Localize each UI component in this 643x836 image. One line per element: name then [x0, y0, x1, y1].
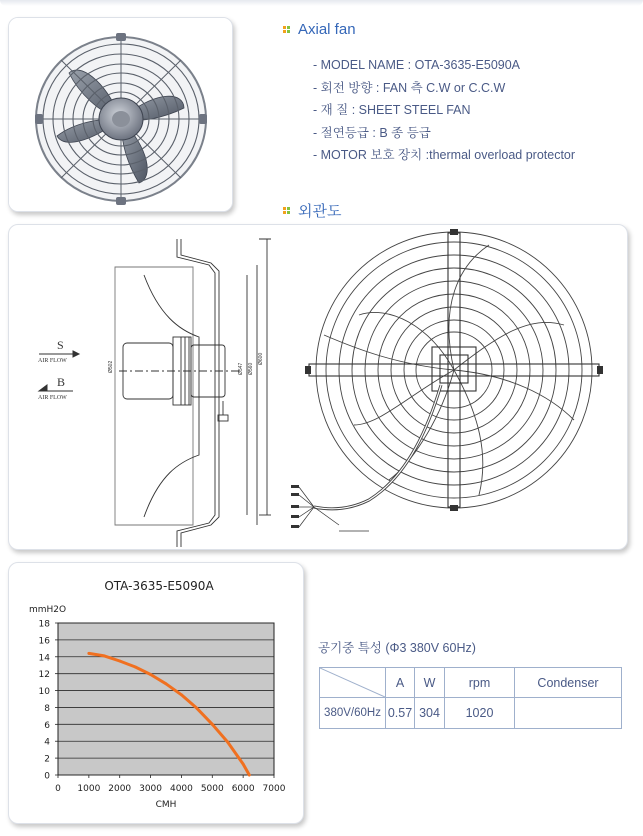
- cell-condenser: [515, 698, 622, 729]
- data-point: [118, 660, 121, 663]
- y-tick-label: 12: [38, 670, 50, 681]
- data-point: [211, 723, 214, 726]
- y-tick-label: 14: [38, 653, 50, 664]
- col-header-w: W: [415, 668, 445, 698]
- airflow-b-label: B: [57, 375, 66, 389]
- cell-power: 304: [415, 698, 445, 729]
- outline-drawing: [9, 225, 628, 550]
- x-tick-label: 2000: [108, 784, 132, 794]
- x-tick-label: 5000: [200, 784, 224, 794]
- x-tick-label: 6000: [231, 784, 255, 794]
- cable-lead-tags: [291, 485, 299, 528]
- data-point: [149, 673, 152, 676]
- y-tick-label: 4: [44, 737, 50, 748]
- y-tick-label: 16: [38, 636, 50, 647]
- plot-area: [58, 623, 274, 775]
- performance-chart-card: [8, 562, 304, 824]
- y-tick-label: 6: [44, 720, 50, 731]
- front-view: [316, 232, 592, 508]
- side-view: [115, 239, 271, 547]
- data-point: [134, 666, 137, 669]
- col-header-rpm: rpm: [445, 668, 515, 698]
- performance-table: [319, 667, 622, 729]
- drawing-title: 외관도: [298, 203, 342, 220]
- outline-drawing-card: [8, 224, 628, 550]
- top-bar: [0, 0, 643, 6]
- cell-current: 0.57: [386, 698, 415, 729]
- col-header-condenser: Condenser: [515, 668, 622, 698]
- svg-text:Ø502: Ø502: [108, 360, 114, 373]
- spec-rotation: - 회전 방향 : FAN 측 C.W or C.C.W: [313, 80, 506, 95]
- data-point: [226, 741, 229, 744]
- y-tick-label: 10: [38, 687, 50, 698]
- y-tick-label: 18: [38, 619, 50, 630]
- bullet-icon: [283, 26, 290, 33]
- col-header-a: A: [386, 668, 415, 698]
- bullet-icon: [283, 207, 290, 214]
- side-dimensions: [108, 353, 264, 375]
- performance-chart: [9, 563, 304, 824]
- data-point: [165, 682, 168, 685]
- svg-text:Ø547: Ø547: [238, 362, 244, 375]
- x-tick-label: 0: [55, 784, 61, 794]
- chart-x-axis-label: CMH: [155, 800, 177, 810]
- x-tick-label: 4000: [169, 784, 193, 794]
- data-point: [195, 707, 198, 710]
- svg-text:Ø600: Ø600: [258, 352, 264, 365]
- drawing-heading: [283, 200, 341, 221]
- table-corner-cell: [320, 668, 386, 698]
- data-point: [180, 693, 183, 696]
- data-point: [242, 763, 245, 766]
- diagonal-line: [320, 668, 385, 697]
- airflow-s-label: S: [57, 338, 64, 352]
- fan-photo-image: [9, 18, 233, 212]
- chart-title: OTA-3635-E5090A: [104, 579, 214, 593]
- performance-title: 공기중 특성 (Φ3 380V 60Hz): [318, 641, 476, 655]
- data-point: [248, 774, 251, 777]
- cable: [314, 385, 441, 509]
- airflow-s-text: AIR FLOW: [38, 358, 67, 364]
- airflow-b-text: AIR FLOW: [38, 395, 67, 401]
- spec-insulation: - 절연등급 : B 종 등급: [313, 125, 431, 140]
- chart-y-axis-label: mmH2O: [29, 605, 67, 615]
- table-header-row: [320, 668, 622, 698]
- row-label: 380V/60Hz: [320, 698, 386, 729]
- product-photo-card: [8, 17, 233, 212]
- x-tick-label: 1000: [77, 784, 101, 794]
- y-tick-label: 8: [44, 703, 50, 714]
- x-tick-label: 3000: [139, 784, 163, 794]
- data-point: [103, 655, 106, 658]
- y-tick-label: 0: [44, 771, 50, 782]
- spec-list: [313, 54, 575, 167]
- data-point: [87, 652, 90, 655]
- spec-material: - 재 질 : SHEET STEEL FAN: [313, 103, 471, 117]
- table-row: [320, 698, 622, 729]
- spec-motor-protector: - MOTOR 보호 장치 :thermal overload protector: [313, 148, 576, 162]
- y-tick-label: 2: [44, 754, 50, 765]
- x-tick-label: 7000: [262, 784, 286, 794]
- cell-rpm: 1020: [445, 698, 515, 729]
- axial-fan-title: Axial fan: [298, 21, 356, 38]
- spec-model-name: - MODEL NAME : OTA-3635-E5090A: [313, 58, 521, 72]
- svg-text:Ø560: Ø560: [248, 362, 254, 375]
- axial-fan-heading: [283, 21, 356, 38]
